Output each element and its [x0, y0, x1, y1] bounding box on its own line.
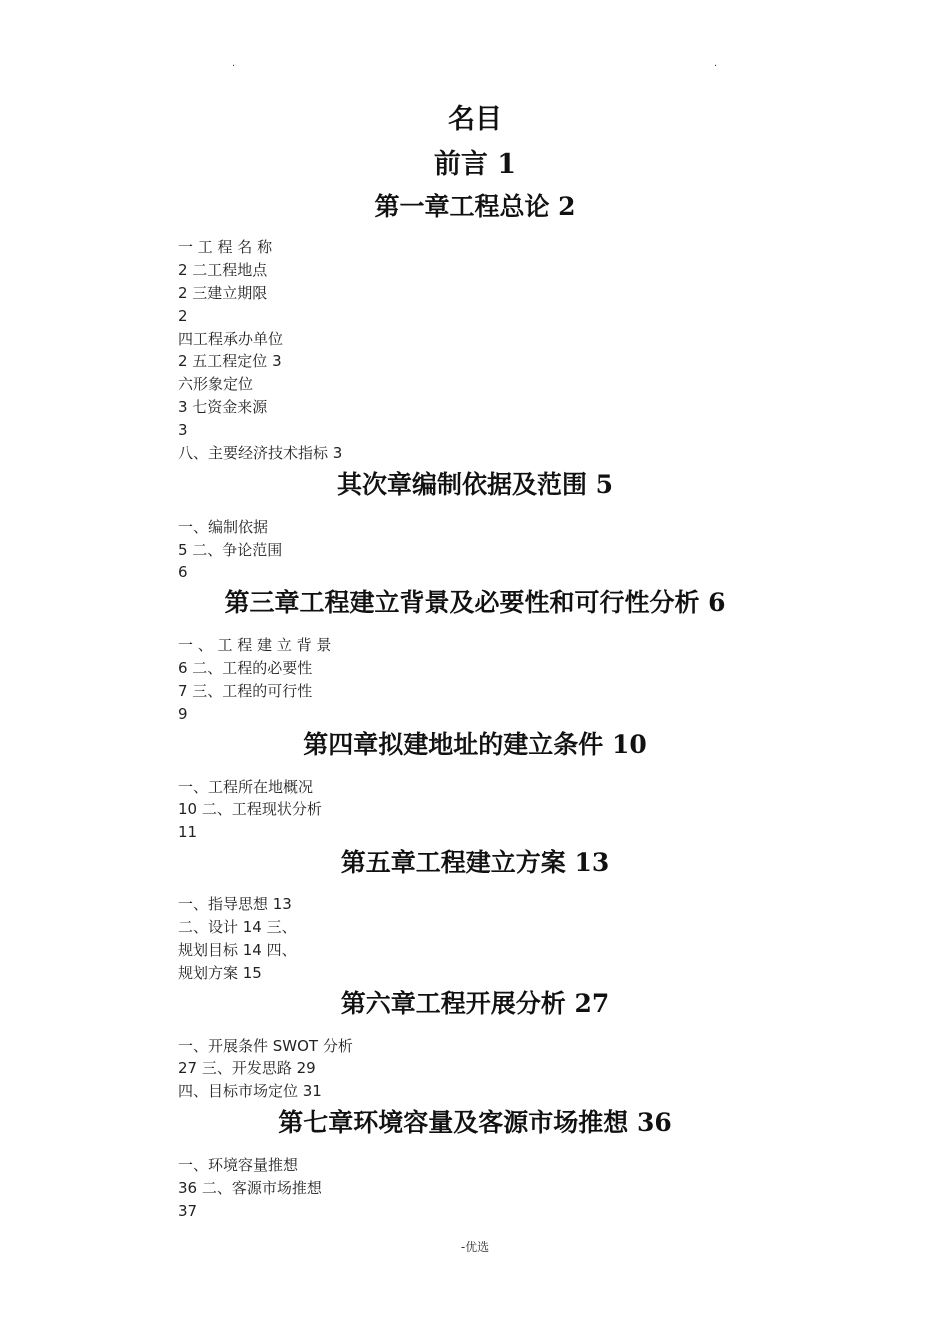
toc-line: 6 二、工程的必要性: [178, 659, 313, 677]
toc-line: 3 七资金来源: [178, 398, 268, 416]
toc-line: 11: [178, 823, 198, 841]
toc-line: 7 三、工程的可行性: [178, 682, 313, 700]
toc-line: 2 二工程地点: [178, 261, 268, 279]
toc-line: 一、编制依据: [178, 518, 269, 536]
header-dot-left: .: [232, 58, 236, 69]
toc-line: 规划目标 14 四、: [178, 941, 297, 959]
toc-line: 六形象定位: [178, 375, 254, 393]
toc-line: 2 五工程定位 3: [178, 352, 282, 370]
preface-heading: 前言 1: [433, 149, 517, 180]
toc-line: 四工程承办单位: [178, 330, 284, 348]
chapter-1-heading: 第一章工程总论 2: [374, 192, 576, 221]
chapter-7-heading: 第七章环境容量及客源市场推想 36: [278, 1108, 672, 1137]
header-dot-right: .: [714, 58, 718, 69]
toc-line: 一、指导思想 13: [178, 895, 292, 913]
toc-line: 八、主要经济技术指标 3: [178, 444, 343, 462]
toc-line: 10 二、工程现状分析: [178, 800, 322, 818]
chapter-3-heading: 第三章工程建立背景及必要性和可行性分析 6: [224, 588, 726, 617]
chapter-5-heading: 第五章工程建立方案 13: [340, 848, 610, 877]
toc-line: 一 、 工 程 建 立 背 景: [178, 636, 332, 654]
toc-line: 36 二、客源市场推想: [178, 1179, 322, 1197]
page-footer: -优选: [460, 1240, 490, 1254]
toc-line: 二、设计 14 三、: [178, 918, 297, 936]
toc-line: 3: [178, 421, 188, 439]
chapter-4-heading: 第四章拟建地址的建立条件 10: [303, 730, 647, 759]
toc-line: 四、目标市场定位 31: [178, 1082, 322, 1100]
toc-line: 5 二、争论范围: [178, 541, 283, 559]
toc-line: 一、工程所在地概况: [178, 778, 314, 796]
toc-line: 27 三、开发思路 29: [178, 1059, 316, 1077]
toc-line: 一 工 程 名 称: [178, 238, 273, 256]
toc-line: 6: [178, 563, 188, 581]
toc-line: 2 三建立期限: [178, 284, 268, 302]
chapter-2-heading: 其次章编制依据及范围 5: [336, 470, 614, 499]
chapter-6-heading: 第六章工程开展分析 27: [340, 989, 610, 1018]
toc-line: 2: [178, 307, 188, 325]
page-title: 名目: [448, 104, 502, 135]
toc-line: 9: [178, 705, 188, 723]
toc-line: 一、环境容量推想: [178, 1156, 299, 1174]
toc-line: 规划方案 15: [178, 964, 262, 982]
toc-line: 37: [178, 1202, 198, 1220]
toc-line: 一、开展条件 SWOT 分析: [178, 1037, 353, 1055]
